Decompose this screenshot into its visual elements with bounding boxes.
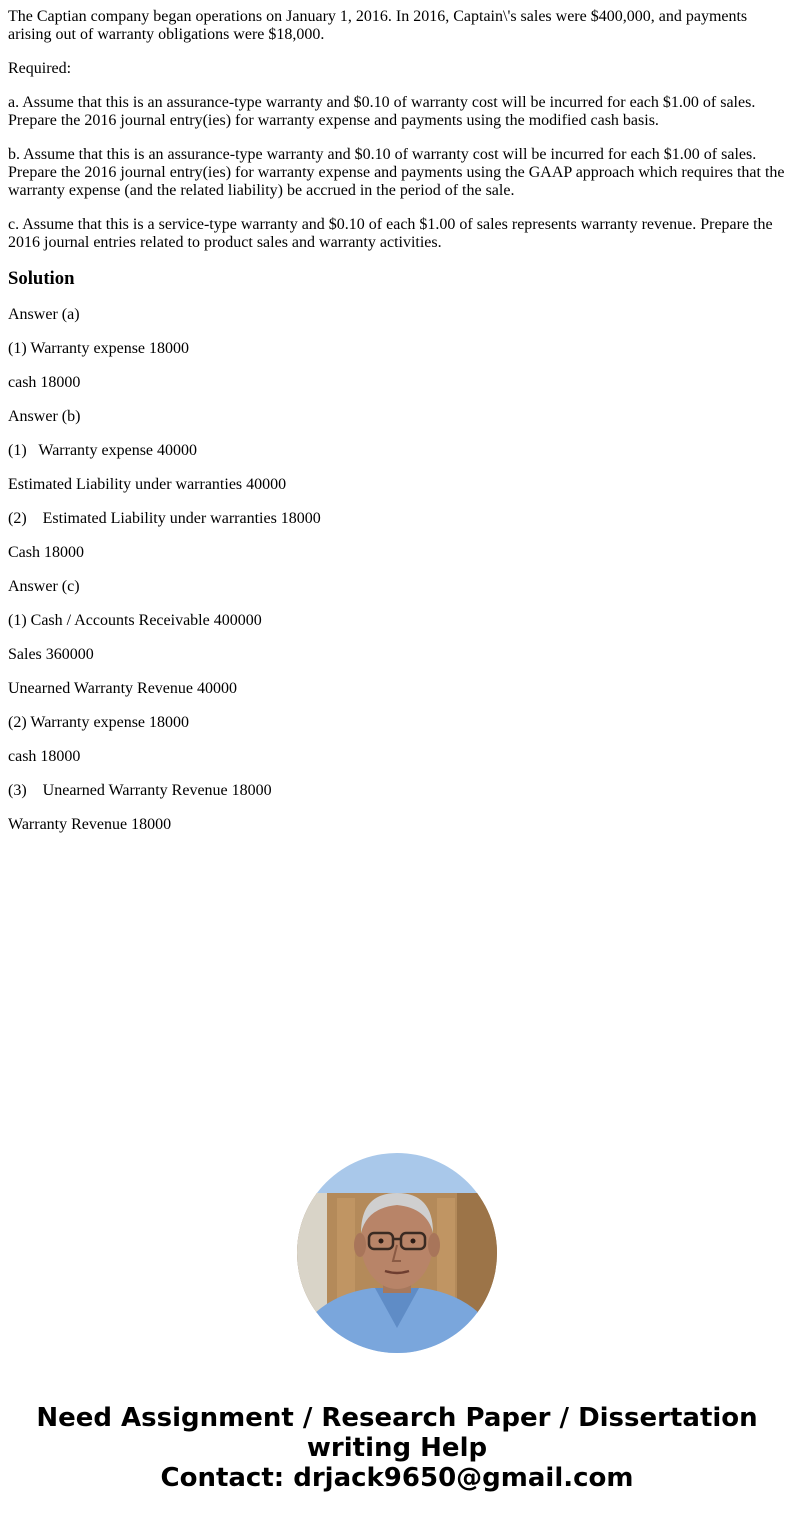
solution-line: (2) Warranty expense 18000: [8, 714, 190, 731]
solution-line: Answer (c): [8, 578, 80, 595]
solution-line: cash 18000: [8, 374, 81, 391]
question-part-c: c. Assume that this is a service-type warranty and $0.10 of each $1.00 of sales represents warranty revenue. Prepare the 2016 journal entries related to product sales and warranty activities.: [8, 216, 777, 251]
solution-heading: Solution: [8, 268, 75, 289]
question-part-a: a. Assume that this is an assurance-type warranty and $0.10 of warranty cost will be incurred for each $1.00 of sales. Prepare the 2016 journal entry(ies) for warranty expense and payments using the modified cash basis.: [8, 94, 760, 129]
promo-line-2: writing Help: [306, 1433, 488, 1463]
promo-banner: [0, 1403, 794, 1493]
solution-line: (3) Unearned Warranty Revenue 18000: [8, 782, 272, 799]
required-label: Required:: [8, 60, 72, 77]
question-intro: The Captian company began operations on January 1, 2016. In 2016, Captain\'s sales were $400,000, and payments arising out of warranty obligations were $18,000.: [8, 8, 752, 43]
solution-line: Sales 360000: [8, 646, 94, 663]
solution-line: (1) Warranty expense 18000: [8, 340, 190, 357]
solution-line: (1) Warranty expense 40000: [8, 442, 198, 459]
solution-line: (2) Estimated Liability under warranties 18000: [8, 510, 321, 527]
solution-line: (1) Cash / Accounts Receivable 400000: [8, 612, 262, 629]
solution-line: Cash 18000: [8, 544, 84, 561]
question-part-b: b. Assume that this is an assurance-type warranty and $0.10 of warranty cost will be incurred for each $1.00 of sales. Prepare the 2016 journal entry(ies) for warranty expense and payments using the GAAP approach which requires that the warranty expense (and the related liability) be accrued in the period of the sale.: [8, 146, 789, 199]
solution-line: Unearned Warranty Revenue 40000: [8, 680, 237, 697]
solution-line: Warranty Revenue 18000: [8, 816, 172, 833]
promo-contact: Contact: drjack9650@gmail.com: [160, 1463, 634, 1493]
author-avatar: [297, 1153, 497, 1353]
solution-line: Answer (b): [8, 408, 81, 425]
solution-line: Estimated Liability under warranties 40000: [8, 476, 287, 493]
promo-line-1: Need Assignment / Research Paper / Dissertation: [36, 1403, 758, 1433]
solution-line: cash 18000: [8, 748, 81, 765]
document-body: [8, 8, 789, 850]
solution-line: Answer (a): [8, 306, 80, 323]
